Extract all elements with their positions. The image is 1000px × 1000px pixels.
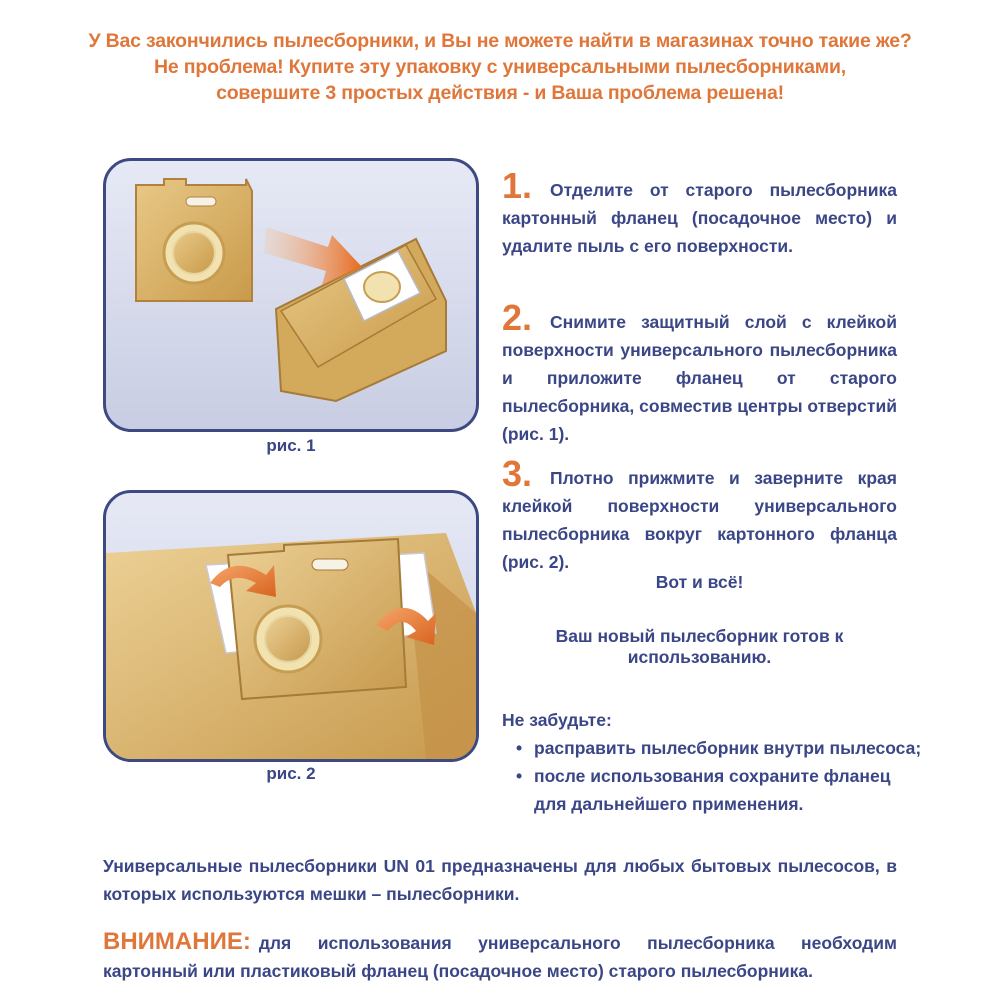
bullet-icon: •	[516, 766, 523, 786]
flange-wrap-illustration	[106, 493, 476, 759]
intro-block	[80, 28, 920, 106]
reminder-title: Не забудьте:	[502, 710, 612, 730]
step-2-number: 2.	[502, 297, 533, 338]
cardboard-flange-shape	[228, 539, 406, 699]
list-item	[516, 734, 922, 762]
step-1-text: Отделите от старого пылесборника картонный фланец (посадочное место) и удалите пыль с его поверхности.	[502, 180, 897, 256]
ready-text: Ваш новый пылесборник готов к использованию.	[555, 626, 844, 667]
warning-heading: ВНИМАНИЕ:	[103, 928, 251, 955]
reminder-list	[502, 734, 922, 818]
reminder-item-1: расправить пылесборник внутри пылесоса;	[534, 738, 922, 758]
intro-line-3: совершите 3 простых действия - и Ваша проблема решена!	[216, 82, 784, 104]
done-text: Вот и всё!	[655, 572, 744, 592]
step-1	[502, 165, 897, 260]
list-item	[516, 762, 922, 818]
step-2	[502, 297, 897, 448]
step-3-text: Плотно прижмите и заверните края клейкой поверхности универсального пылесборника вокруг картонного фланца (рис. 2).	[502, 468, 897, 572]
step-2-text: Снимите защитный слой с клейкой поверхности универсального пылесборника и приложите фланец от старого пылесборника, совместив центры отверстий (рис. 1).	[502, 312, 897, 444]
intro-line-2: Не проблема! Купите эту упаковку с универсальными пылесборниками,	[154, 56, 846, 78]
reminder-item-2: после использования сохраните фланец для дальнейшего применения.	[534, 766, 891, 814]
step-3-number: 3.	[502, 453, 533, 494]
flange-transfer-illustration	[106, 161, 476, 429]
cardboard-flange-shape	[134, 179, 256, 301]
step-1-number: 1.	[502, 165, 533, 206]
figure-2-caption: рис. 2	[266, 764, 316, 783]
figure-1-illustration	[103, 158, 479, 432]
reminder-block	[502, 706, 922, 818]
warning-block	[103, 928, 897, 985]
warning-text: для использования универсального пылесборника необходим картонный или пластиковый фланец (посадочное место) старого пылесборника.	[103, 933, 897, 981]
intro-line-1: У Вас закончились пылесборники, и Вы не можете найти в магазинах точно такие же?	[88, 30, 912, 52]
figure-1-caption: рис. 1	[266, 436, 316, 455]
step-3	[502, 453, 897, 576]
purpose-text: Универсальные пылесборники UN 01 предназначены для любых бытовых пылесосов, в которых используются мешки – пылесборники.	[103, 856, 897, 904]
bullet-icon: •	[516, 738, 523, 758]
figure-2-illustration	[103, 490, 479, 762]
